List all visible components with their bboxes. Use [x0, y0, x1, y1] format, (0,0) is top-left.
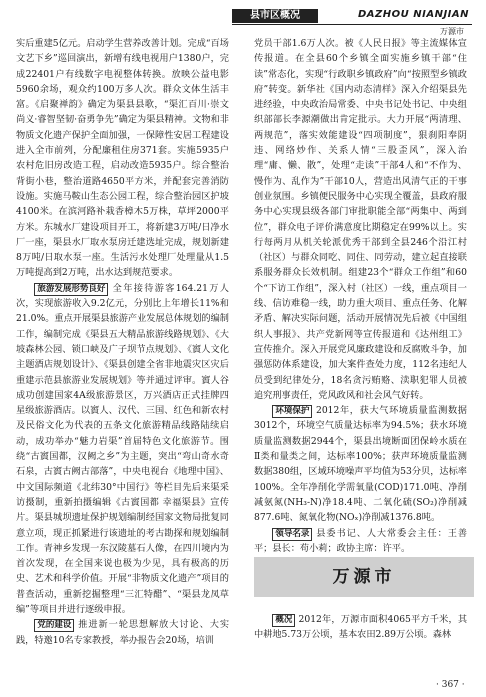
header-rule	[232, 24, 472, 25]
paragraph: 实后重建5亿元。启动学生营养改善计划。完成“百场文艺下乡”巡回演出，新增有线电视用户1380户，完成22401户有线数字电视整体转换。放映公益电影5960余场，观众约100万多人次。群众文体生活丰富。《启聚禅韵》确定为渠县县歌，“渠汇百川·崇文尚义·睿智坚韧·奋勇争先”确定为渠县精神。文物和非物质文化遗产保护全面加强，一保障性安居工程建设进入全市前列，分配廉租住房371套。实施5935户农村危旧房改造工程，启动改造5935户。综合整治背街小巷，整治道路4650平方米，并配套完善消防设施。实施马鞍山生态公园工程，综合整治园区护坡4100米。在滨河路补栽香樟木5万株，草坪2000平方米。东城水厂建设项目开工，将新建3万吨/日净水厂一座，渠县水厂取水泵房迁建选址完成，规划新建8万吨/日取水泵一座。生活污水处理厂处理量从1.5万吨提高到2万吨，出水达到规范要求。	[16, 38, 229, 279]
right-column	[254, 36, 467, 573]
city-overview	[254, 612, 467, 643]
env-paragraph	[254, 403, 467, 525]
page-number: · 367 ·	[436, 680, 465, 690]
tourism-paragraph	[16, 281, 229, 618]
party-paragraph	[16, 617, 229, 648]
left-column	[16, 36, 229, 648]
header-city: 万源市	[440, 27, 464, 36]
section-tag-environment: 环境保护	[272, 405, 312, 418]
section-tag-tourism: 旅游发展形势良好	[34, 283, 108, 296]
env-text: 2012年，获大气环境质量监测数据3012个，环境空气质量达标率为94.5%；获水环境质量监测数据2944个，渠县出境断面团保岭水质在Ⅱ类和量类之间，达标率100%；获声环境质量监测数据380组，区域环境噪声平均值为53分贝，达标率100%。全年净削化学需氧量(COD)171.0吨、净削减氨氮(NH₃-N)净18.4吨、二氧化硫(SO₂)净削减877.6吨、氮氧化物(NOₓ)净削减1376.8吨。	[254, 405, 467, 524]
overview-text: 2012年，万源市面积4065平方千米，其中耕地5.73万公顷，基本农田2.89万公顷。森林	[254, 614, 468, 641]
leader-text: 县委书记、人大常委会主任：王善平；县长：苟小莉；政协主席：许平。	[254, 527, 468, 554]
section-tag-leaders: 领导名录	[272, 528, 312, 541]
party-text: 推进新一轮思想解放大讨论、大实践，特邀10名专家教授，举办报告会20场，培训	[16, 619, 230, 646]
yearbook-brand: DAZHOU NIANJIAN	[358, 9, 470, 20]
city-section-title: 万源市	[254, 557, 474, 597]
leader-paragraph	[254, 526, 467, 557]
paragraph: 党员干部1.6万人次。被《人民日报》等主流媒体宣传报道。在全县60个乡镇全面实施乡镇干部“住读”常态化，实现“行政职乡镇政府”向“按照型乡镇政府”转变。新华社《国内动态清样》深入介绍渠县先进经验，中央政治局常委、中央书记处书记、中央组织部部长李源潮做出肯定批示。大力开展“两清理、两规范”，落实效能建设“四项制度”，狠刹阳奉阴违、网络炒作、关系人情“三股歪风”，深入治理“庸、懒、散”，处理“走读”干部4人和“不作为、慢作为、乱作为”干部10人，营造出风清气正的干事创业氛围。乡镇便民服务中心实现全覆盖，县政府服务中心实现县级各部门审批职能全部“两集中、两到位”，群众电子评价满意度比期稳定在99%以上。实行每两月从机关轮派优秀干部到全县246个沿江村（社区）与群众同吃、同住、同劳动，建立起直接联系服务群众长效机制。组建23个“群众工作组”和60个“下访工作组”，深入村（社区）一线，重点项目一线、信访难稳一线，助力重大项目、重点任务、化解矛盾、解决实际问题，活动开展情况先后被《中国组织人事报》、共产党新网等宣传报道和《达州组工》宣传推介。深入开展党风廉政建设和反腐败斗争，加强惩防体系建设，加大案件查处力度，112名违纪人员受到纪律处分，18名贪污贿赂、渎职犯罪人员被追究刑事责任，党风政风和社会风气好转。	[254, 38, 467, 401]
section-tag-overview: 概况	[272, 614, 295, 627]
section-label: 县市区概况	[232, 9, 318, 23]
section-tag-party: 党的建设	[34, 619, 74, 632]
page-header	[0, 0, 486, 36]
tourism-text: 全年接待游客164.21万人次，实现旅游收入9.2亿元，分别比上年增长11%和21.0%。重点开展渠县旅游产业发展总体规划的编制工作，编制完成《渠县五大精品旅游线路规划》、《大坡森林公园、锁口峡及广子坝节点规划》、《賨人文化主题酒店规划设计》、《渠县创建全省非地震灾区灾后重建示范县旅游业发展规划》等并通过评审。賨人谷成功创建国家4A级旅游景区，万兴酒店正式挂牌四星级旅游酒店。以賨人、汉代、三国、红色和新农村及民俗文化为代表的五条文化旅游精品线路陆续启动，成功举办“魅力岩渠”首届特色文化旅游节。围绕“古賨国都，汉阙之乡”为主题，突出“弯山奇水奇石泉，古賨古阙古部落”，中央电视台《地理中国》、中文国际频道《北纬30°中国行》等栏目先后来渠采访摄制，重新拍摄编辑《古賨国都 幸福渠县》宣传片。渠县城坝遗址保护规划编制经国家文物局批复同意立项，现正抓紧进行该遗址的考古勘探和规划编制工作。青神乡发现一东汉陵墓石人像，在四川境内为首次发现，在全国来说也极为少见，具有极高的历史、艺术和科学价值。开展“非物质文化遗产”项目的普查活动，重新挖掘整理“三汇特醋”、“渠县龙凤草编”等项目并进行逐级申报。	[16, 282, 229, 615]
overview-paragraph	[254, 612, 467, 643]
